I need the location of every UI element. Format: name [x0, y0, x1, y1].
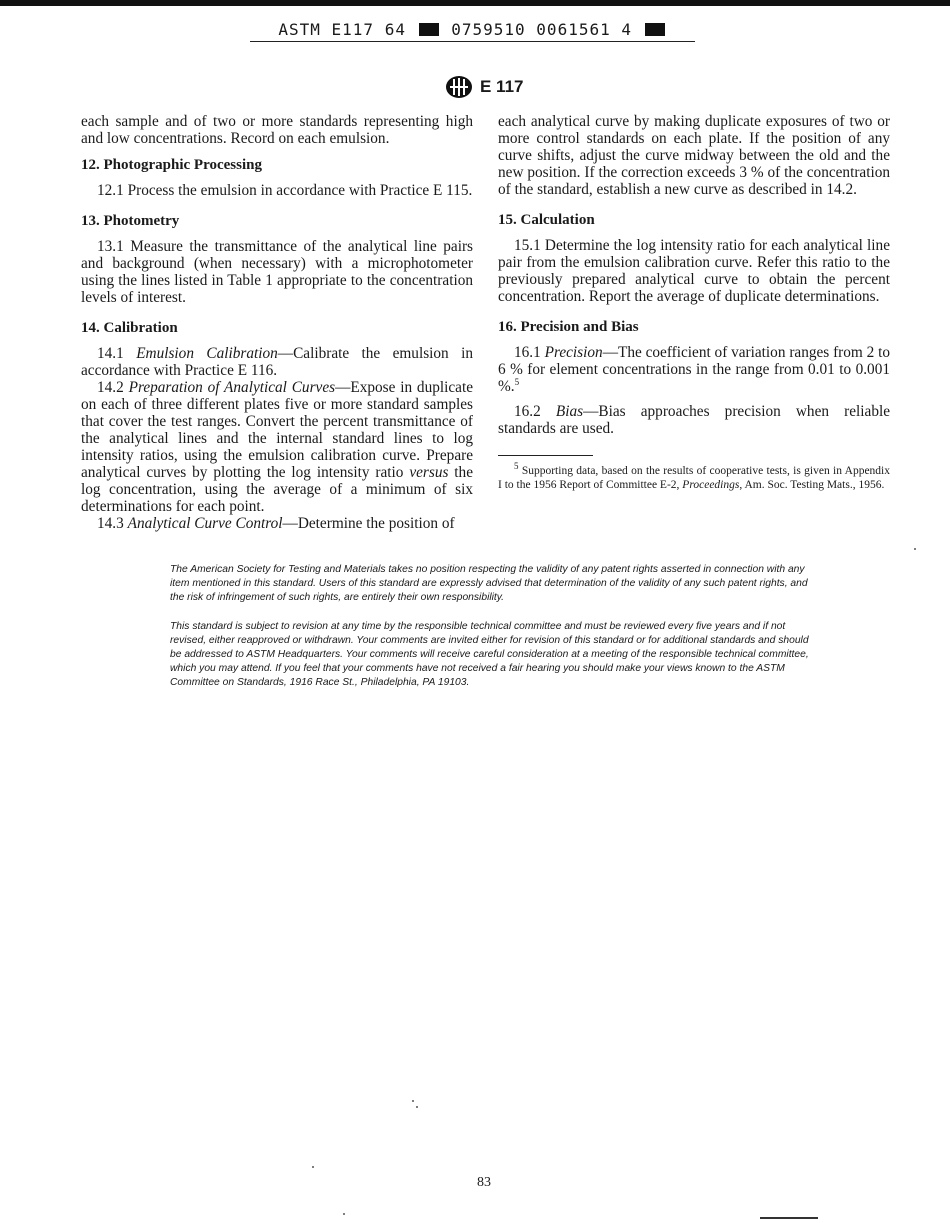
paragraph-title: Precision — [544, 344, 603, 361]
scan-speck — [412, 1100, 414, 1102]
paragraph-number: 14.3 — [97, 515, 124, 532]
scan-speck — [914, 548, 916, 550]
astm-logo-icon — [444, 75, 474, 99]
paragraph-number: 14.2 — [97, 379, 124, 396]
section-13-heading: 13. Photometry — [81, 213, 180, 229]
page-number: 83 — [477, 1175, 491, 1190]
paragraph-title: Preparation of Analytical Curves — [128, 379, 336, 396]
paragraph-13-1: 13.1 Measure the transmittance of the analytical line pairs and background (when necessary) with a microphotometer using the lines listed in Table 1 appropriate to the concentration levels of interest. — [81, 238, 473, 306]
paragraph-12-1: 12.1 Process the emulsion in accordance with Practice E 115. — [97, 182, 473, 199]
left-column — [81, 113, 473, 532]
footnote-italic: Proceedings — [682, 479, 740, 491]
footnote-text: Supporting data, based on the results of cooperative tests, is given in Appendix I to the 1956 Report of Committee E-2, — [498, 465, 891, 491]
footnote-5 — [498, 461, 891, 492]
scan-speck — [416, 1106, 418, 1108]
section-16-heading: 16. Precision and Bias — [498, 319, 639, 335]
revision-notice: This standard is subject to revision at any time by the responsible technical committee and must be reviewed every five years and if not revised, either reapproved or withdrawn. Your comments are invited either for revision of this standard or for additional standards and should be addressed to ASTM Headquarters. Your comments will receive careful consideration at a meeting of the responsible technical committee, which you may attend. If you feel that your comments have not received a fair hearing you should make your views known to the ASTM Committee on Standards, 1916 Race St., Philadelphia, PA 19103. — [170, 621, 809, 688]
paragraph-text: —The coefficient of variation ranges from 2 to 6 % for element concentrations in the range from 0.01 to 0.001 %. — [498, 344, 891, 395]
paragraph-16-1 — [498, 344, 890, 395]
footnote-separator — [498, 455, 593, 456]
section-12-heading: 12. Photographic Processing — [81, 157, 262, 173]
paragraph-title: Analytical Curve Control — [127, 515, 283, 532]
document-code-part2: 0759510 0061561 4 — [451, 20, 632, 39]
paragraph-number: 16.1 — [514, 344, 541, 361]
right-column — [498, 113, 890, 492]
paragraph-text: the log concentration, using the average of a minimum of six determinations for each point. — [81, 464, 473, 515]
paragraph-title: Emulsion Calibration — [136, 345, 278, 362]
left-intro-paragraph: each sample and of two or more standards representing high and low concentrations. Record on each emulsion. — [81, 113, 473, 147]
section-15-heading: 15. Calculation — [498, 212, 595, 228]
paragraph-number: 14.1 — [97, 345, 124, 362]
document-code-part1: ASTM E117 64 — [278, 20, 406, 39]
scan-speck — [312, 1166, 314, 1168]
italic-word: versus — [409, 464, 449, 481]
section-14-heading: 14. Calibration — [81, 320, 178, 336]
patent-notice: The American Society for Testing and Materials takes no position respecting the validity of any patent rights asserted in connection with any item mentioned in this standard. Users of this standard are expressly advised that determination of the validity of any such patent rights, and the risk of infringement of such rights, are entirely their own responsibility. — [170, 564, 808, 603]
standard-designation: E 117 — [480, 77, 524, 96]
paragraph-text: —Calibrate the emulsion in accordance with Practice E 116. — [81, 345, 474, 379]
scan-speck — [343, 1213, 345, 1215]
scan-corner-mark — [760, 1217, 818, 1219]
paragraph-14-3 — [81, 515, 473, 532]
document-code-header — [250, 20, 695, 42]
footnote-marker: 5 — [514, 461, 519, 472]
paragraph-title: Bias — [555, 403, 584, 420]
paragraph-14-2 — [81, 379, 473, 515]
paragraph-14-1 — [81, 345, 473, 379]
paragraph-text: —Bias approaches precision when reliable standards are used. — [498, 403, 891, 437]
footnote-reference: 5 — [514, 376, 520, 387]
paragraph-16-2 — [498, 403, 890, 437]
paragraph-text: —Determine the position of — [282, 515, 455, 532]
paragraph-number: 16.2 — [514, 403, 541, 420]
right-intro-paragraph: each analytical curve by making duplicate exposures of two or more control standards on each plate. If the position of any curve shifts, adjust the curve midway between the old and the new position. If the correction exceeds 3 % of the concentration of the standard, establish a new curve as described in 14.2. — [498, 113, 890, 198]
designation-header — [444, 74, 524, 100]
footnote-text: , Am. Soc. Testing Mats., 1956. — [739, 479, 885, 491]
top-border-rule — [0, 0, 950, 6]
header-block-mark — [645, 23, 665, 36]
paragraph-text: —Expose in duplicate on each of three different plates five or more standard samples that cover the test ranges. Convert the percent transmittance of the analytical lines and the internal standard lines to log intensity ratios, using the emulsion calibration curve. Prepare analytical curves by plotting the log intensity ratio — [81, 379, 473, 481]
header-block-mark — [419, 23, 439, 36]
paragraph-15-1: 15.1 Determine the log intensity ratio for each analytical line pair from the emulsion calibration curve. Refer this ratio to the previously prepared analytical curve to obtain the percent concentration. Report the average of duplicate determinations. — [498, 237, 890, 305]
